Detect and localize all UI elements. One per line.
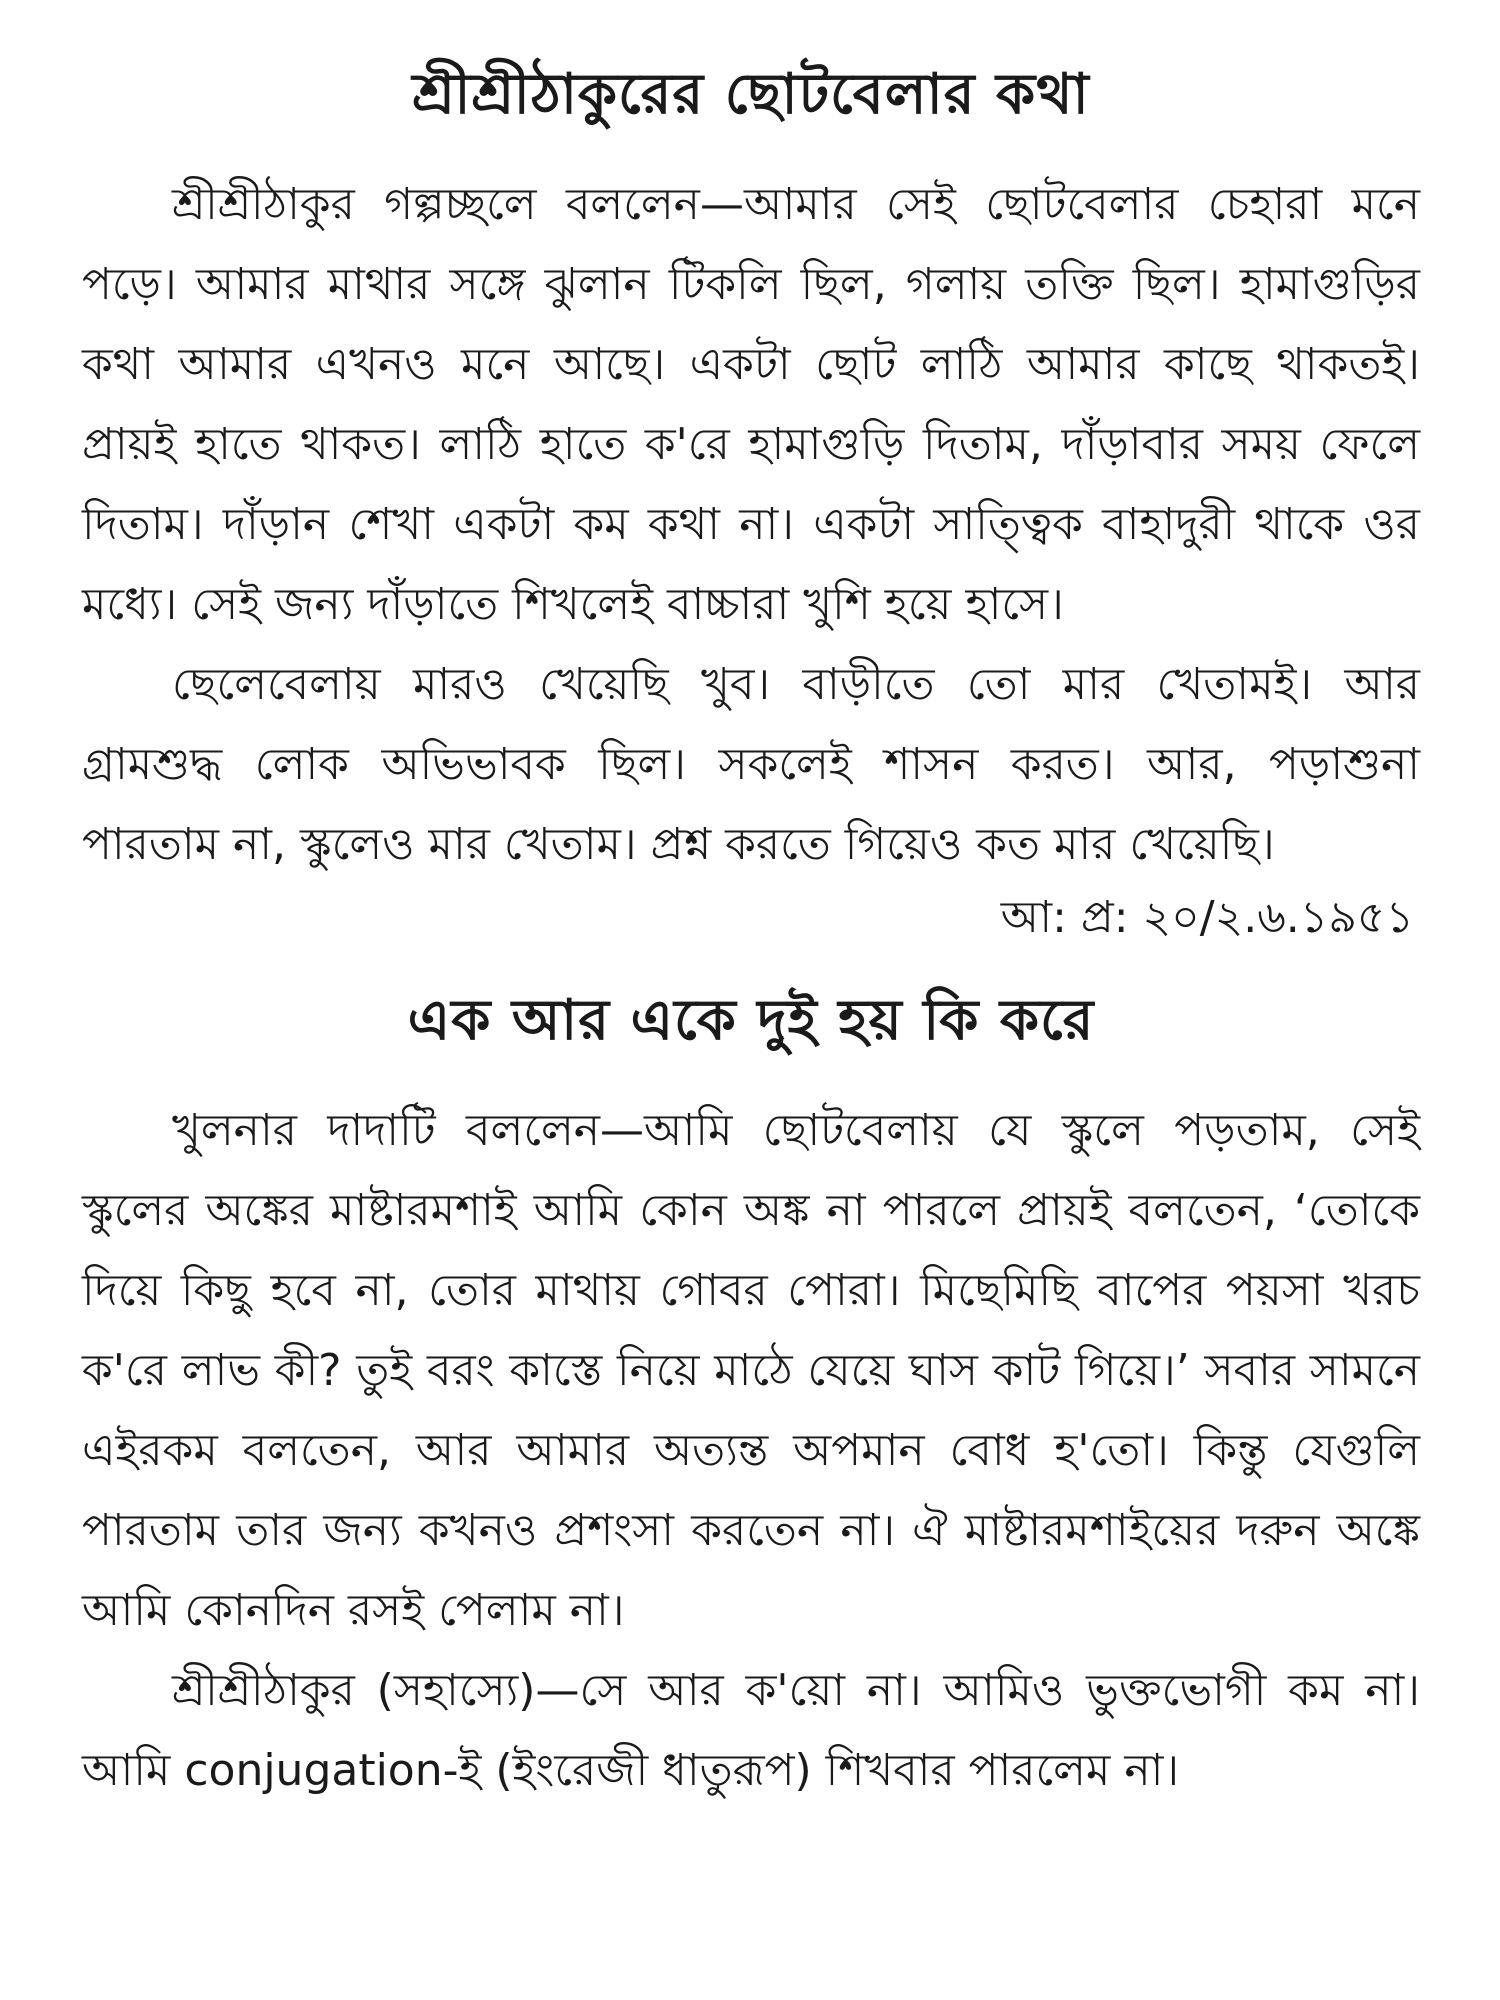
section-title: শ্রীশ্রীঠাকুরের ছোটবেলার কথা [412,62,1090,127]
paragraph: খুলনার দাদাটি বললেন—আমি ছোটবেলায় যে স্কুলে পড়তাম, সেই স্কুলের অঙ্কের মাষ্টারমশাই আমি কোন অঙ্ক না পারলে প্রায়ই বলতেন, ‘তোকে দিয়ে কিছু হবে না, তোর মাথায় গোবর পোরা। মিছেমিছি বাপের পয়সা খরচ ক'রে লাভ কী? তুই বরং কাস্তে নিয়ে মাঠে যেয়ে ঘাস কাট গিয়ে।’ সবার সামনে এইরকম বলতেন, আর আমার অত্যন্ত অপমান বোধ হ'তো। কিন্তু যেগুলি পারতাম তার জন্য কখনও প্রশংসা করতেন না। ঐ মাষ্টারমশাইয়ের দরুন অঙ্কে আমি কোনদিন রসই পেলাম না। [82,1105,1420,1636]
section-title: এক আর একে দুই হয় কি করে [407,988,1095,1053]
paragraph: ছেলেবেলায় মারও খেয়েছি খুব। বাড়ীতে তো মার খেতামই। আর গ্রামশুদ্ধ লোক অভিভাবক ছিল। সকলেই শাসন করত। আর, পড়াশুনা পারতাম না, স্কুলেও মার খেতাম। প্রশ্ন করতে গিয়েও কত মার খেয়েছি। [82,659,1420,870]
paragraph: শ্রীশ্রীঠাকুর গল্পচ্ছলে বললেন—আমার সেই ছোটবেলার চেহারা মনে পড়ে। আমার মাথার সঙ্গে ঝুলান টিকলি ছিল, গলায় তক্তি ছিল। হামাগুড়ির কথা আমার এখনও মনে আছে। একটা ছোট লাঠি আমার কাছে থাকতই। প্রায়ই হাতে থাকত। লাঠি হাতে ক'রে হামাগুড়ি দিতাম, দাঁড়াবার সময় ফেলে দিতাম। দাঁড়ান শেখা একটা কম কথা না। একটা সাত্ত্বিক বাহাদুরী থাকে ওর মধ্যে। সেই জন্য দাঁড়াতে শিখলেই বাচ্চারা খুশি হয়ে হাসে। [82,179,1420,630]
source-citation: আ: প্র: ২০/২.৬.১৯৫১ [1000,892,1414,943]
paragraph: শ্রীশ্রীঠাকুর (সহাস্যে)—সে আর ক'য়ো না। আমিও ভুক্তভোগী কম না। আমি conjugation-ই (ইংরেজী ধাতুরূপ) শিখবার পারলেম না। [82,1665,1420,1796]
